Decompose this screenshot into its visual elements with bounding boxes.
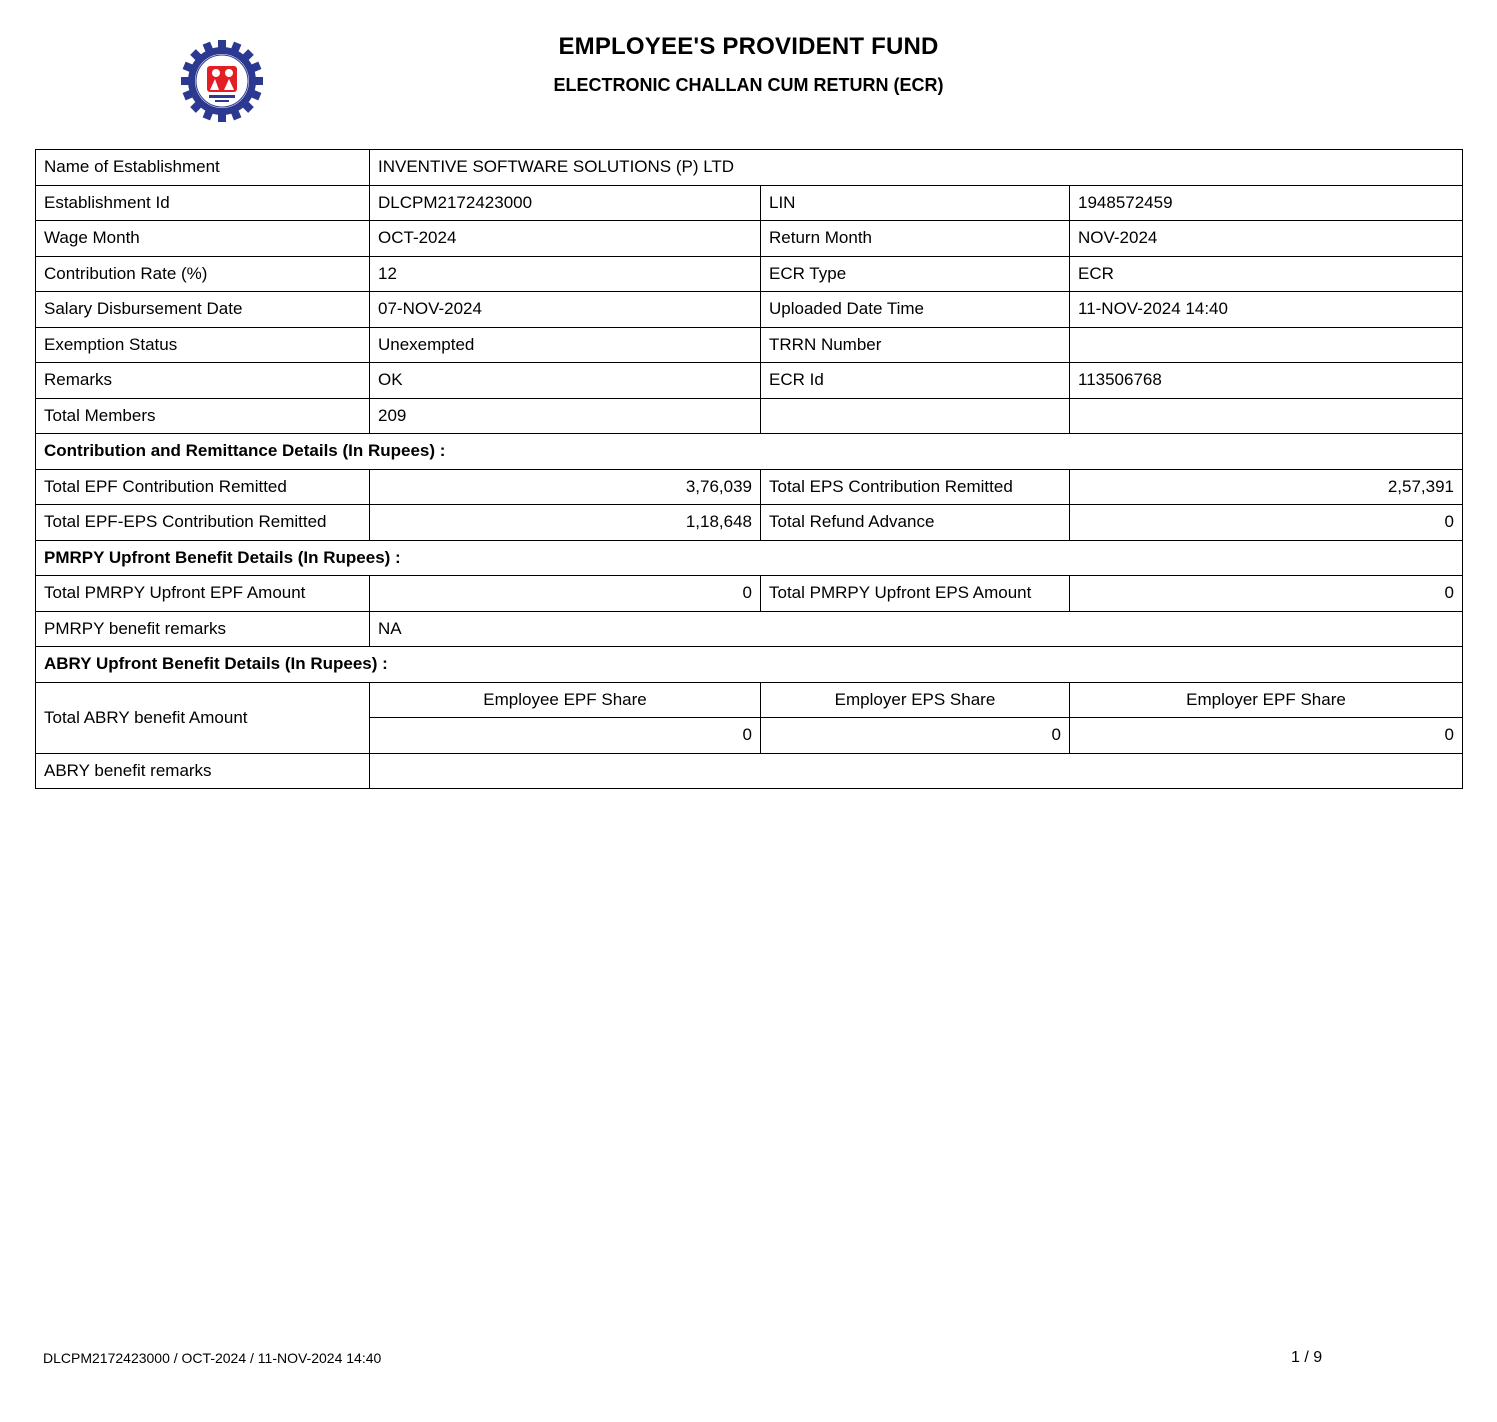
abry-employee-epf-value: 0 <box>370 718 761 754</box>
table-row <box>36 363 1463 399</box>
abry-col-employer-epf: Employer EPF Share <box>1070 682 1463 718</box>
abry-col-employer-eps: Employer EPS Share <box>761 682 1070 718</box>
ecr-type-value: ECR <box>1070 256 1463 292</box>
total-members-label: Total Members <box>36 398 370 434</box>
refund-advance-label: Total Refund Advance <box>761 505 1070 541</box>
ecr-type-label: ECR Type <box>761 256 1070 292</box>
trrn-value <box>1070 327 1463 363</box>
abry-col-employee-epf: Employee EPF Share <box>370 682 761 718</box>
abry-remarks-value <box>370 753 1463 789</box>
pmrpy-eps-label: Total PMRPY Upfront EPS Amount <box>761 576 1070 612</box>
eps-contribution-label: Total EPS Contribution Remitted <box>761 469 1070 505</box>
table-row <box>36 469 1463 505</box>
pmrpy-remarks-value: NA <box>370 611 1463 647</box>
page-number: 1 / 9 <box>1291 1349 1323 1366</box>
abry-remarks-label: ABRY benefit remarks <box>36 753 370 789</box>
table-row <box>36 221 1463 257</box>
table-row <box>36 576 1463 612</box>
ecr-id-value: 113506768 <box>1070 363 1463 399</box>
page-subtitle: ELECTRONIC CHALLAN CUM RETURN (ECR) <box>553 75 944 95</box>
table-row <box>36 327 1463 363</box>
pmrpy-epf-label: Total PMRPY Upfront EPF Amount <box>36 576 370 612</box>
abry-employer-epf-value: 0 <box>1070 718 1463 754</box>
table-row <box>36 398 1463 434</box>
table-row <box>36 434 1463 470</box>
table-row <box>36 185 1463 221</box>
empty-cell <box>761 398 1070 434</box>
epf-contribution-value: 3,76,039 <box>370 469 761 505</box>
table-row <box>36 292 1463 328</box>
page-title: EMPLOYEE'S PROVIDENT FUND <box>558 33 939 60</box>
eps-contribution-value: 2,57,391 <box>1070 469 1463 505</box>
total-members-value: 209 <box>370 398 761 434</box>
abry-section-heading: ABRY Upfront Benefit Details (In Rupees) : <box>36 647 1463 683</box>
return-month-label: Return Month <box>761 221 1070 257</box>
uploaded-value: 11-NOV-2024 14:40 <box>1070 292 1463 328</box>
abry-total-label: Total ABRY benefit Amount <box>36 682 370 753</box>
establishment-id-label: Establishment Id <box>36 185 370 221</box>
table-row <box>36 505 1463 541</box>
return-month-value: NOV-2024 <box>1070 221 1463 257</box>
ecr-details-table <box>35 149 1463 789</box>
exemption-value: Unexempted <box>370 327 761 363</box>
salary-date-value: 07-NOV-2024 <box>370 292 761 328</box>
pmrpy-section-heading: PMRPY Upfront Benefit Details (In Rupees) : <box>36 540 1463 576</box>
wage-month-value: OCT-2024 <box>370 221 761 257</box>
ecr-id-label: ECR Id <box>761 363 1070 399</box>
table-row <box>36 150 1463 186</box>
empty-cell <box>1070 398 1463 434</box>
remarks-value: OK <box>370 363 761 399</box>
pmrpy-remarks-label: PMRPY benefit remarks <box>36 611 370 647</box>
table-row <box>36 256 1463 292</box>
uploaded-label: Uploaded Date Time <box>761 292 1070 328</box>
table-row <box>36 682 1463 718</box>
pmrpy-epf-value: 0 <box>370 576 761 612</box>
lin-value: 1948572459 <box>1070 185 1463 221</box>
epf-contribution-label: Total EPF Contribution Remitted <box>36 469 370 505</box>
epf-eps-contribution-label: Total EPF-EPS Contribution Remitted <box>36 505 370 541</box>
contribution-rate-label: Contribution Rate (%) <box>36 256 370 292</box>
lin-label: LIN <box>761 185 1070 221</box>
table-row <box>36 647 1463 683</box>
footer-reference: DLCPM2172423000 / OCT-2024 / 11-NOV-2024 14:40 <box>43 1350 382 1366</box>
establishment-name-label: Name of Establishment <box>36 150 370 186</box>
exemption-label: Exemption Status <box>36 327 370 363</box>
contribution-rate-value: 12 <box>370 256 761 292</box>
salary-date-label: Salary Disbursement Date <box>36 292 370 328</box>
refund-advance-value: 0 <box>1070 505 1463 541</box>
trrn-label: TRRN Number <box>761 327 1070 363</box>
establishment-id-value: DLCPM2172423000 <box>370 185 761 221</box>
pmrpy-eps-value: 0 <box>1070 576 1463 612</box>
table-row <box>36 753 1463 789</box>
table-row <box>36 540 1463 576</box>
epf-eps-contribution-value: 1,18,648 <box>370 505 761 541</box>
contribution-section-heading: Contribution and Remittance Details (In Rupees) : <box>36 434 1463 470</box>
establishment-name-value: INVENTIVE SOFTWARE SOLUTIONS (P) LTD <box>370 150 1463 186</box>
remarks-label: Remarks <box>36 363 370 399</box>
wage-month-label: Wage Month <box>36 221 370 257</box>
abry-employer-eps-value: 0 <box>761 718 1070 754</box>
table-row <box>36 611 1463 647</box>
